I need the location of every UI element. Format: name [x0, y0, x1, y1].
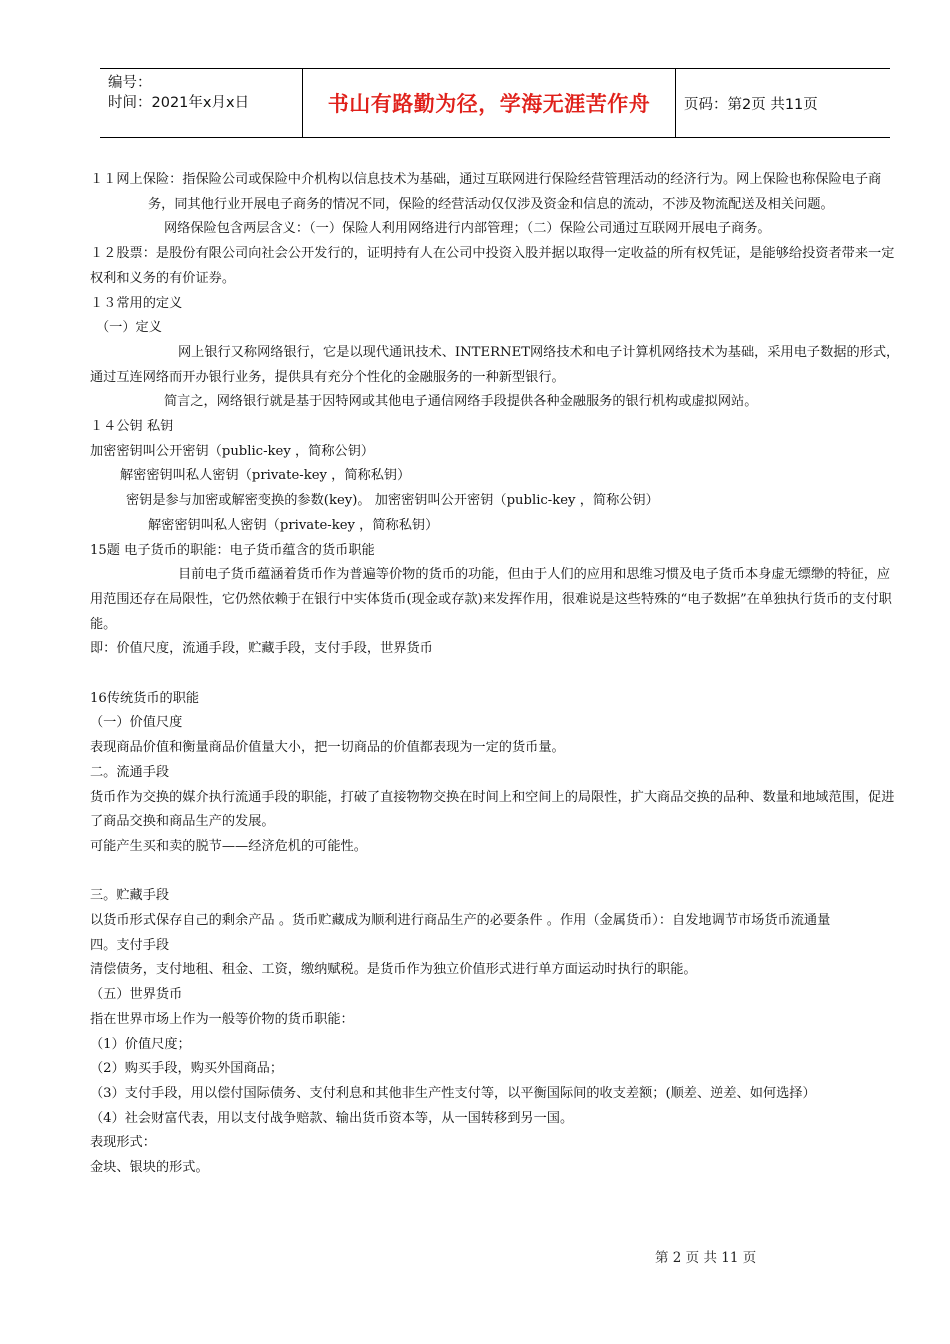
list-item: （3）支付手段，用以偿付国际债务、支付利息和其他非生产性支付等，以平衡国际间的收支差额；(顺差、逆差、如何选择）: [90, 1085, 816, 1101]
document-body: [90, 168, 902, 1181]
heading-store-of-value: 三。贮藏手段: [90, 888, 170, 904]
paragraph-online-bank: 网上银行又称网络银行，它是以现代通讯技术、INTERNET网络技术和电子计算机网络技术为基础，采用电子数据的形式，通过互连网络而开办银行业务，提供具有充分个性化的金融服务的一种新型银行。: [90, 344, 900, 385]
paragraph-circulation: 货币作为交换的媒介执行流通手段的职能，打破了直接物物交换在时间上和空间上的局限性，扩大商品交换的品种、数量和地域范围，促进了商品交换和商品生产的发展。: [90, 789, 895, 830]
paragraph-private-key-repeat: 解密密钥叫私人密钥（private-key ，简称私钥）: [148, 517, 439, 533]
time-label: 时间：2021年x月x日: [108, 95, 250, 111]
header-meta-cell: [100, 69, 302, 137]
heading-measure-of-value: （一）价值尺度: [90, 715, 183, 731]
paragraph-e-money-list: 即：价值尺度，流通手段，贮藏手段，支付手段，世界货币: [90, 641, 433, 657]
paragraph-forms: 金块、银块的形式。: [90, 1160, 209, 1176]
list-item: （4）社会财富代表，用以支付战争赔款、输出货币资本等，从一国转移到另一国。: [90, 1110, 574, 1126]
number-label: 编号：: [108, 75, 152, 91]
paragraph-measure-of-value: 表现商品价值和衡量商品价值量大小，把一切商品的价值都表现为一定的货币量。: [90, 740, 565, 756]
heading-means-of-payment: 四。支付手段: [90, 937, 170, 953]
heading-common-definitions: １３常用的定义: [90, 295, 183, 311]
paragraph-world-money: 指在世界市场上作为一般等价物的货币职能：: [90, 1011, 354, 1027]
heading-traditional-money: 16传统货币的职能: [90, 690, 200, 706]
paragraph-online-bank-summary: 简言之，网络银行就是基于因特网或其他电子通信网络手段提供各种金融服务的银行机构或虚拟网站。: [164, 394, 758, 410]
page-footer: 第 2 页 共 11 页: [655, 1250, 757, 1266]
list-item: （1）价值尺度；: [90, 1036, 191, 1052]
paragraph-private-key: 解密密钥叫私人密钥（private-key ，简称私钥）: [120, 468, 411, 484]
paragraph-crisis: 可能产生买和卖的脱节——经济危机的可能性。: [90, 838, 367, 854]
heading-definition: （一）定义: [96, 320, 162, 336]
motto-text: 书山有路勤为径，学海无涯苦作舟: [327, 92, 651, 116]
paragraph-public-key: 加密密钥叫公开密钥（public-key ，简称公钥）: [90, 443, 375, 459]
list-item: （2）购买手段，购买外国商品；: [90, 1061, 284, 1077]
blank-line: [90, 860, 902, 885]
document-header: [100, 68, 890, 138]
heading-circulation: 二。流通手段: [90, 764, 170, 780]
header-page-cell: [676, 69, 890, 137]
heading-world-money: （五）世界货币: [90, 987, 183, 1003]
blank-line: [90, 662, 902, 687]
page-label: 页码：第2页 共11页: [684, 96, 818, 113]
paragraph-key-definition: 密钥是参与加密或解密变换的参数(key)。 加密密钥叫公开密钥（public-key ，简称公钥）: [126, 493, 659, 509]
header-motto-cell: [302, 69, 676, 137]
paragraph-stock: １２股票：是股份有限公司向社会公开发行的，证明持有人在公司中投资入股并据以取得一定收益的所有权凭证，是能够给投资者带来一定权利和义务的有价证券。: [90, 246, 895, 286]
heading-e-money-functions: 15题 电子货币的职能：电子货币蕴含的货币职能: [90, 542, 375, 558]
heading-forms: 表现形式：: [90, 1135, 156, 1151]
paragraph-online-insurance: １１网上保险：指保险公司或保险中介机构以信息技术为基础，通过互联网进行保险经营管理活动的经济行为。网上保险也称保险电子商务，同其他行业开展电子商务的情况不同，保险的经营活动仅仅涉及资金和信息的流动，不涉及物流配送及相关问题。: [90, 172, 882, 212]
paragraph-e-money-description: 目前电子货币蕴涵着货币作为普遍等价物的货币的功能，但由于人们的应用和思维习惯及电子货币本身虚无缥缈的特征，应用范围还存在局限性，它仍然依赖于在银行中实体货币(现金或存款)来发挥作用，很难说是这些特殊的“电子数据”在单独执行货币的支付职能。: [90, 567, 892, 632]
paragraph-means-of-payment: 清偿债务，支付地租、租金、工资，缴纳赋税。是货币作为独立价值形式进行单方面运动时执行的职能。: [90, 962, 697, 978]
paragraph-store-of-value: 以货币形式保存自己的剩余产品 。货币贮藏成为顺利进行商品生产的必要条件 。作用（金属货币）：自发地调节市场货币流通量: [90, 913, 831, 929]
paragraph-network-insurance-meaning: 网络保险包含两层含义：（一）保险人利用网络进行内部管理；（二）保险公司通过互联网开展电子商务。: [164, 221, 771, 237]
heading-public-private-key: １４公钥 私钥: [90, 419, 174, 435]
